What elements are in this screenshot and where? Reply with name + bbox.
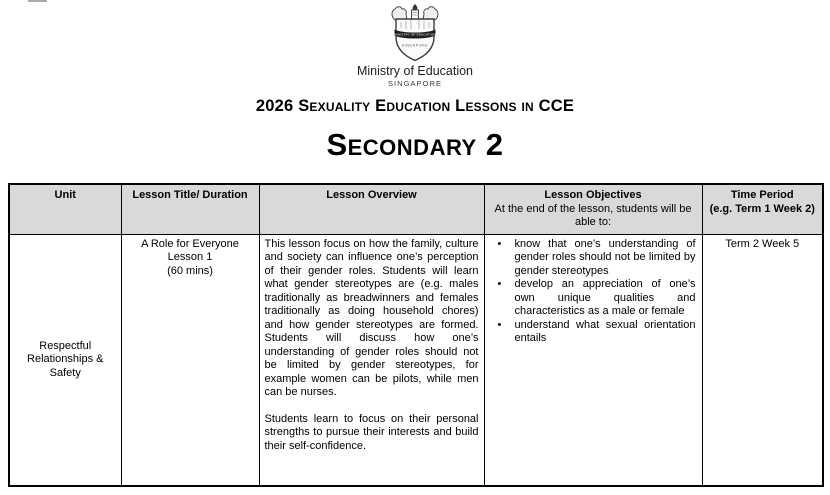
col-header-overview-label: Lesson Overview [326, 189, 417, 201]
lesson-title-text: A Role for Everyone [141, 237, 239, 250]
moe-crest-logo [388, 4, 442, 62]
table-row [9, 234, 823, 486]
org-name-text: Ministry of Education [356, 64, 474, 78]
unit-cell: Respectful Relationships & Safety [9, 234, 121, 486]
objective-item: • develop an appreciation of one’s own unique qualities and characteristics as a male or female [515, 278, 696, 319]
crest-shield [396, 19, 434, 61]
objectives-list [489, 238, 696, 346]
crest-tower [412, 10, 419, 19]
objectives-cell [484, 234, 702, 486]
window-edge-artifact [28, 0, 47, 2]
objective-item: • know that one’s understanding of gender roles should not be limited by gender stereotypes [515, 238, 696, 279]
col-header-time-period [702, 184, 823, 234]
col-header-time-period-subtext: (e.g. Term 1 Week 2) [709, 203, 815, 215]
lesson-title-cell [121, 234, 259, 486]
objective-item: • understand what sexual orientation entails [515, 319, 696, 346]
overview-cell [259, 234, 484, 486]
crest-banner-text: MINISTRY OF EDUCATION [394, 32, 436, 37]
col-header-lesson-title [121, 184, 259, 234]
col-header-objectives-subtext: At the end of the lesson, students will be able to: [494, 203, 692, 228]
org-country-text: SINGAPORE [387, 79, 443, 88]
document-title: 2026 Sexuality Education Lessons in CCE [255, 97, 575, 115]
col-header-overview [259, 184, 484, 234]
col-header-unit-label: Unit [54, 189, 76, 201]
crest-flame-icon [413, 4, 418, 10]
lesson-number-text: Lesson 1 [167, 251, 213, 263]
overview-paragraph-2: Students learn to focus on their personal strengths to pursue their interests and build their self-confidence. [264, 412, 479, 452]
overview-paragraph-1: This lesson focus on how the family, culture and society can influence one’s perception of their gender roles. Students will learn what gender stereotypes are (e.g. males traditionally as breadwinners and females traditionally as doing household chores) and how gender stereotypes are formed. Students will discuss how one’s understanding of gender roles should not be limited by gender stereotypes, for example women can be pilots, while men can be nurses. [264, 237, 479, 398]
crest-motto-text: SINGAPORE [401, 43, 429, 48]
lessons-table [8, 183, 824, 487]
col-header-time-period-label: Time Period [730, 189, 794, 201]
table-header-row [9, 184, 823, 234]
col-header-objectives [484, 184, 702, 234]
lesson-duration-text: (60 mins) [167, 264, 213, 277]
col-header-lesson-title-label: Lesson Title/ Duration [132, 189, 248, 201]
masthead [0, 0, 830, 88]
col-header-unit [9, 184, 121, 234]
col-header-objectives-label: Lesson Objectives [544, 189, 642, 201]
section-title: Secondary 2 [326, 127, 504, 162]
time-period-cell: Term 2 Week 5 [702, 234, 823, 486]
